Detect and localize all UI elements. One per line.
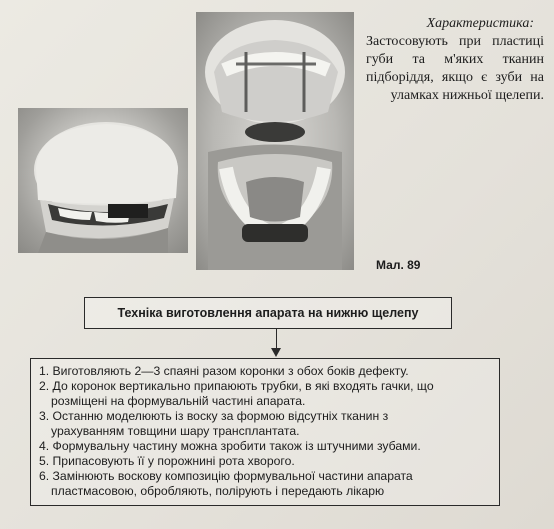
technique-title-box bbox=[84, 297, 452, 329]
step-6-continued: пластмасовою, обробляють, полірують і передають лікарю bbox=[51, 484, 385, 498]
characteristic-text: Застосовують при пластиці губи та м'яких тканин підборіддя, якщо є зуби на уламках нижньої щелепи. bbox=[366, 34, 544, 103]
technique-title: Техніка виготовлення апарата на нижню щелепу bbox=[117, 306, 419, 320]
photo-open-dental-model-apparatus bbox=[196, 12, 354, 270]
step-3-continued: урахуванням товщини шару трансплантата. bbox=[51, 424, 300, 438]
steps-box bbox=[30, 358, 500, 506]
step-2-continued: розміщені на формувальній частині апарата. bbox=[51, 394, 306, 408]
characteristic-title: Характеристика: bbox=[426, 16, 534, 31]
step-6: 6. Замінюють воскову композицію формувальної частини апарата bbox=[39, 469, 413, 483]
step-3: 3. Останню моделюють із воску за формою відсутніх тканин з bbox=[39, 409, 389, 423]
arrow-down-icon bbox=[271, 348, 281, 357]
dental-model-open-illustration bbox=[196, 12, 354, 270]
dental-model-closed-illustration bbox=[18, 108, 188, 253]
step-4: 4. Формувальну частину можна зробити також із штучними зубами. bbox=[39, 439, 421, 453]
arrow-connector bbox=[276, 328, 277, 350]
step-5: 5. Припасовують її у порожнині рота хворого. bbox=[39, 454, 295, 468]
characteristic-block bbox=[366, 15, 544, 105]
step-2: 2. До коронок вертикально припаюють трубки, в які входять гачки, що bbox=[39, 379, 434, 393]
figure-label: Мал. 89 bbox=[376, 258, 421, 272]
photo-closed-dental-model bbox=[18, 108, 188, 253]
step-1: 1. Виготовляють 2—3 спаяні разом коронки з обох боків дефекту. bbox=[39, 364, 409, 378]
